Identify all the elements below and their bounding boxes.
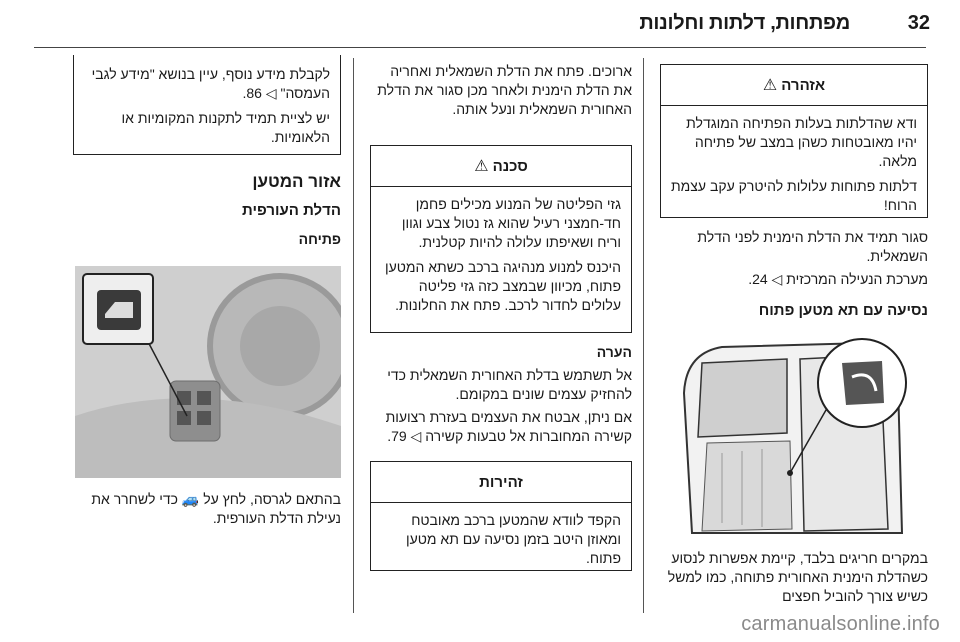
caution-text-1: הקפד לוודא שהמטען ברכב מאובטח ומאוזן היטב בזמן נסיעה עם תא מטען פתוח. bbox=[405, 512, 621, 566]
danger-box-header bbox=[371, 146, 631, 187]
danger-text-1: גזי הפליטה של המנוע מכילים פחמן חד-חמצני רעיל שהוא גז נטול צבע וגוון וריח ושאיפתו עלולה להיות קטלנית. bbox=[401, 196, 621, 250]
danger-text-2: היכנס למנוע מנהיגה ברכב כשתא המטען פתוח, מכיוון שבמצב כזה גזי פליטה עלולים לחדור לרכב. פתח את החלונות. bbox=[384, 259, 621, 313]
subheading-tailgate: הדלת העורפית bbox=[242, 202, 341, 219]
page-number: 32 bbox=[907, 12, 930, 34]
subheading-opening: פתיחה bbox=[298, 231, 341, 247]
warning-text-2: דלתות פתוחות עלולות להיטרק עקב עצמת הרוח! bbox=[671, 178, 917, 213]
section-heading-open-cargo: נסיעה עם תא מטען פתוח bbox=[758, 302, 928, 319]
right-paragraph-1: סגור תמיד את הדלת הימנית לפני הדלת השמאלית. bbox=[697, 229, 928, 264]
caution-box-title: זהירות bbox=[479, 473, 523, 491]
note-heading: הערה bbox=[596, 344, 632, 360]
right-paragraph-2: מערכת הנעילה המרכזית ◁ 24. bbox=[748, 271, 928, 287]
section-heading-cargo-area: אזור המטען bbox=[252, 172, 341, 191]
tailgate-switch-svg bbox=[75, 266, 341, 478]
right-paragraph-3: במקרים חריגים בלבד, קיימת אפשרות לנסוע כשהדלת הימנית האחורית פתוחה, כמו למשל כשיש צורך להוביל חפצים bbox=[667, 550, 928, 604]
middle-paragraph-1: ארוכים. פתח את הדלת השמאלית ואחריה את הדלת הימנית ולאחר מכן סגור את הדלת האחורית השמאלית ונעל אותה. bbox=[377, 63, 632, 117]
danger-triangle-icon: ⚠ bbox=[474, 158, 489, 175]
header-divider bbox=[34, 47, 926, 48]
van-rear-door-illustration bbox=[662, 333, 928, 539]
column-divider-right bbox=[643, 58, 644, 613]
warning-box-header bbox=[661, 65, 927, 106]
info-box bbox=[73, 55, 341, 155]
column-divider-left bbox=[353, 58, 354, 613]
warning-triangle-icon: ⚠ bbox=[762, 77, 778, 94]
danger-box bbox=[370, 145, 632, 333]
watermark: carmanualsonline.info bbox=[741, 613, 940, 635]
left-paragraph-1: בהתאם לגרסה, לחץ על 🚙 כדי לשחרר את נעילת הדלת העורפית. bbox=[91, 491, 341, 526]
note-text-1: אל תשתמש בדלת האחורית השמאלית כדי להחזיק עצמים שונים במקומם. bbox=[387, 367, 632, 402]
caution-box-header bbox=[371, 462, 631, 503]
van-rear-svg bbox=[662, 333, 928, 539]
danger-box-title: סכנה bbox=[492, 157, 528, 175]
warning-box bbox=[660, 64, 928, 218]
warning-text-1: ודא שהדלתות בעלות הפתיחה המוגדלת יהיו מאובטחות כשהן במצב של פתיחה מלאה. bbox=[686, 115, 917, 169]
info-text-2: יש לציית תמיד לתקנות המקומיות או הלאומיות. bbox=[121, 110, 330, 145]
info-text-1: לקבלת מידע נוסף, עיין בנושא "מידע לגבי העמסה" ◁ 86. bbox=[91, 66, 330, 101]
caution-box bbox=[370, 461, 632, 571]
warning-box-title: אזהרה bbox=[781, 76, 826, 94]
tailgate-switch-photo bbox=[75, 266, 341, 478]
note-text-2: אם ניתן, אבטח את העצמים בעזרת רצועות קשירה המחוברות אל טבעות קשירה ◁ 79. bbox=[385, 409, 632, 444]
page-title: מפתחות, דלתות וחלונות bbox=[639, 12, 850, 34]
